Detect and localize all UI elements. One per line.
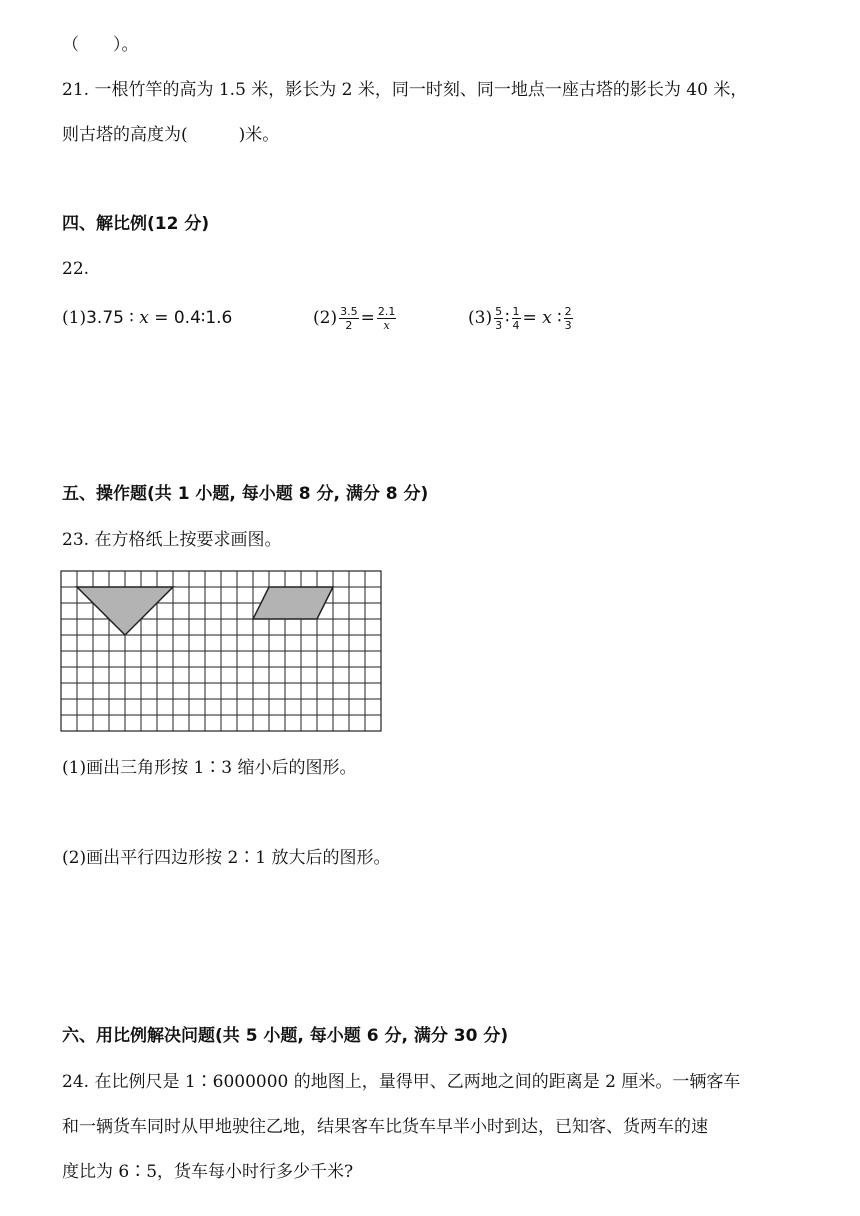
q24-text-line1: 24. 在比例尺是 1∶6000000 的地图上，量得甲、乙两地之间的距离是 2 厘米。一辆客车 bbox=[62, 1072, 741, 1092]
section6-heading: 六、用比例解决问题(共 5 小题, 每小题 6 分, 满分 30 分) bbox=[62, 1026, 509, 1046]
equation-2-denominator-left: 2 bbox=[345, 318, 353, 332]
equation-3-numerator-3: 2 bbox=[564, 304, 572, 318]
parallelogram-shape bbox=[253, 587, 333, 619]
section4-heading: 四、解比例(12 分) bbox=[62, 214, 210, 234]
q21-text-line2: 则古塔的高度为( )米。 bbox=[62, 125, 280, 145]
equation-1 bbox=[62, 298, 232, 338]
equation-3-equals: = bbox=[522, 308, 537, 328]
q24-text-line2: 和一辆货车同时从甲地驶往乙地，结果客车比货车早半小时到达，已知客、货两车的速 bbox=[62, 1117, 708, 1137]
section5-heading: 五、操作题(共 1 小题, 每小题 8 分, 满分 8 分) bbox=[62, 484, 429, 504]
equation-2 bbox=[313, 298, 398, 338]
equation-2-fraction-left bbox=[339, 305, 359, 332]
q23-text: 23. 在方格纸上按要求画图。 bbox=[62, 530, 282, 550]
equation-1-rhs: 0.4∶1.6 bbox=[173, 308, 233, 328]
equation-2-label: (2) bbox=[313, 308, 338, 328]
equation-3-denominator-2: 4 bbox=[512, 318, 520, 332]
equation-3-numerator-1: 5 bbox=[495, 304, 503, 318]
equation-3-fraction-1 bbox=[494, 305, 503, 332]
equation-2-equals: = bbox=[360, 308, 375, 328]
equation-2-numerator-right: 2.1 bbox=[377, 304, 396, 318]
q21-text-line1: 21. 一根竹竿的高为 1.5 米，影长为 2 米，同一时刻、同一地点一座古塔的影长为 40 米， bbox=[62, 80, 748, 100]
grid-paper bbox=[60, 570, 382, 740]
equation-3-ratio-sign-2: ∶ bbox=[557, 308, 562, 328]
q24-text-line3: 度比为 6∶5，货车每小时行多少千米? bbox=[62, 1162, 354, 1182]
q23-sub2: (2)画出平行四边形按 2∶1 放大后的图形。 bbox=[62, 848, 391, 868]
equation-3-fraction-2 bbox=[512, 305, 521, 332]
equation-1-term-a: 3.75 bbox=[86, 308, 124, 328]
equation-3-ratio-sign: ∶ bbox=[505, 308, 510, 328]
equation-2-numerator-left: 3.5 bbox=[340, 304, 358, 318]
equation-2-fraction-right bbox=[377, 305, 397, 332]
q22-number: 22. bbox=[62, 259, 90, 279]
equation-3-variable: x bbox=[542, 308, 552, 328]
q23-sub1: (1)画出三角形按 1∶3 缩小后的图形。 bbox=[62, 758, 357, 778]
equation-1-equals: = bbox=[154, 308, 169, 328]
equation-1-ratio-sign: ∶ bbox=[129, 308, 134, 328]
equation-3-numerator-2: 1 bbox=[512, 304, 520, 318]
equation-2-denominator-right: x bbox=[383, 318, 390, 332]
grid-paper-svg bbox=[60, 570, 382, 735]
equation-3-denominator-1: 3 bbox=[495, 318, 503, 332]
equation-3-denominator-3: 3 bbox=[564, 318, 572, 332]
equation-3 bbox=[468, 298, 575, 338]
equation-3-fraction-3 bbox=[564, 305, 573, 332]
equation-1-variable: x bbox=[139, 308, 149, 328]
triangle-shape bbox=[77, 587, 173, 635]
equation-1-label: (1) bbox=[62, 308, 87, 328]
equation-3-label: (3) bbox=[468, 308, 493, 328]
q20-answer-blank: （ ）。 bbox=[62, 35, 139, 55]
equation-3-middle bbox=[523, 308, 562, 328]
equation-1-lhs bbox=[86, 308, 232, 328]
